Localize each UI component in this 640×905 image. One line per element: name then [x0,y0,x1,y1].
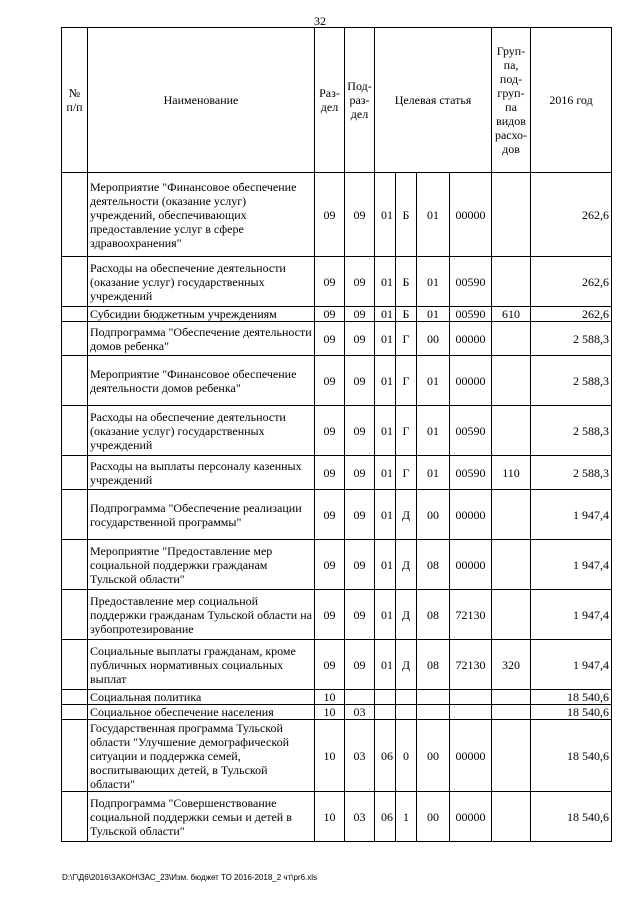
cell-target-3: 08 [417,640,450,690]
table-row [62,456,612,490]
cell-sum-2016: 2 588,3 [531,456,612,490]
cell-target-2: Д [396,640,417,690]
cell-target-2: Г [396,356,417,406]
cell-target-1: 01 [375,406,396,456]
cell-subsection: 09 [345,322,375,356]
cell-name: Субсидии бюджетным учреждениям [88,307,315,322]
cell-subsection: 09 [345,456,375,490]
cell-section: 10 [315,792,345,842]
cell-target-4: 00000 [450,792,492,842]
cell-target-4: 00590 [450,307,492,322]
cell-num [62,690,88,705]
table-row [62,322,612,356]
cell-sum-2016: 2 588,3 [531,406,612,456]
cell-expense-group [492,356,531,406]
file-path-footer: D:\Г\Д6\2016\ЗАКОН\ЗАС_23\Изм. бюджет ТО 2016-2018_2 чт\pr6.xls [62,873,318,882]
cell-section: 09 [315,257,345,307]
cell-expense-group [492,720,531,792]
header-name: Наименование [88,28,315,173]
budget-table [61,27,612,842]
cell-name: Мероприятие "Финансовое обеспечение деятельности домов ребенка" [88,356,315,406]
table-row [62,490,612,540]
cell-target-1: 01 [375,173,396,257]
cell-target-4: 72130 [450,640,492,690]
cell-sum-2016: 262,6 [531,257,612,307]
cell-expense-group [492,540,531,590]
cell-num [62,257,88,307]
header-expense-group: Груп-па, под-груп-па видов расхо-дов [492,28,531,173]
cell-target-3: 01 [417,456,450,490]
cell-num [62,540,88,590]
cell-target-2 [396,690,417,705]
cell-target-1: 01 [375,356,396,406]
cell-target-1: 06 [375,720,396,792]
cell-sum-2016: 2 588,3 [531,322,612,356]
cell-subsection [345,690,375,705]
table-row [62,540,612,590]
cell-expense-group [492,173,531,257]
table-row [62,406,612,456]
cell-target-3: 01 [417,356,450,406]
cell-target-4: 00000 [450,720,492,792]
cell-expense-group [492,705,531,720]
cell-section: 09 [315,540,345,590]
cell-name: Предоставление мер социальной поддержки гражданам Тульской области на зубопротезирование [88,590,315,640]
cell-expense-group: 320 [492,640,531,690]
cell-target-2: Г [396,322,417,356]
cell-section: 09 [315,490,345,540]
cell-expense-group [492,406,531,456]
cell-target-1: 01 [375,640,396,690]
cell-subsection: 09 [345,257,375,307]
cell-num [62,792,88,842]
cell-expense-group [492,257,531,307]
cell-sum-2016: 1 947,4 [531,640,612,690]
cell-name: Мероприятие "Финансовое обеспечение деятельности (оказание услуг) учреждений, обеспечивающих предоставление услуг в сфере здравоохранения" [88,173,315,257]
cell-subsection: 09 [345,490,375,540]
cell-target-2: 1 [396,792,417,842]
cell-section: 09 [315,356,345,406]
cell-target-3 [417,690,450,705]
table-row [62,720,612,792]
cell-target-1: 01 [375,257,396,307]
table-row [62,590,612,640]
cell-target-1 [375,705,396,720]
cell-target-4: 00000 [450,356,492,406]
cell-target-1: 01 [375,540,396,590]
cell-target-2: Д [396,590,417,640]
cell-sum-2016: 1 947,4 [531,540,612,590]
cell-expense-group: 610 [492,307,531,322]
cell-sum-2016: 18 540,6 [531,720,612,792]
header-row [62,28,612,173]
header-section: Раз-дел [315,28,345,173]
header-num: № п/п [62,28,88,173]
cell-sum-2016: 2 588,3 [531,356,612,406]
cell-target-2: Б [396,257,417,307]
cell-subsection: 09 [345,173,375,257]
cell-target-3: 00 [417,490,450,540]
cell-target-2: 0 [396,720,417,792]
cell-target-3: 01 [417,173,450,257]
cell-target-2: Б [396,307,417,322]
cell-target-3: 00 [417,322,450,356]
header-subsection: Под-раз-дел [345,28,375,173]
cell-target-1: 01 [375,590,396,640]
cell-section: 09 [315,173,345,257]
cell-expense-group: 110 [492,456,531,490]
cell-name: Социальная политика [88,690,315,705]
cell-section: 09 [315,406,345,456]
cell-subsection: 03 [345,705,375,720]
cell-section: 09 [315,322,345,356]
cell-name: Мероприятие "Предоставление мер социальной поддержки гражданам Тульской области" [88,540,315,590]
cell-name: Расходы на выплаты персоналу казенных учреждений [88,456,315,490]
cell-num [62,356,88,406]
cell-target-4: 00590 [450,257,492,307]
cell-name: Расходы на обеспечение деятельности (оказание услуг) государственных учреждений [88,406,315,456]
cell-section: 09 [315,640,345,690]
cell-num [62,406,88,456]
cell-target-2 [396,705,417,720]
cell-sum-2016: 1 947,4 [531,490,612,540]
cell-section: 09 [315,590,345,640]
cell-section: 10 [315,705,345,720]
table-row [62,690,612,705]
cell-sum-2016: 18 540,6 [531,690,612,705]
table-row [62,705,612,720]
cell-subsection: 09 [345,406,375,456]
cell-expense-group [492,490,531,540]
cell-target-1: 06 [375,792,396,842]
table-row [62,640,612,690]
cell-target-2: Б [396,173,417,257]
cell-target-1: 01 [375,456,396,490]
cell-expense-group [492,792,531,842]
cell-sum-2016: 18 540,6 [531,792,612,842]
cell-target-4: 00000 [450,490,492,540]
cell-name: Подпрограмма "Обеспечение деятельности домов ребенка" [88,322,315,356]
cell-num [62,173,88,257]
header-year-2016: 2016 год [531,28,612,173]
cell-sum-2016: 1 947,4 [531,590,612,640]
cell-target-1: 01 [375,322,396,356]
cell-expense-group [492,690,531,705]
cell-num [62,590,88,640]
cell-sum-2016: 262,6 [531,307,612,322]
cell-expense-group [492,322,531,356]
cell-sum-2016: 262,6 [531,173,612,257]
cell-subsection: 03 [345,720,375,792]
cell-target-4: 00590 [450,406,492,456]
cell-subsection: 09 [345,640,375,690]
table-row [62,257,612,307]
cell-target-3: 08 [417,590,450,640]
cell-name: Расходы на обеспечение деятельности (оказание услуг) государственных учреждений [88,257,315,307]
table-row [62,792,612,842]
cell-name: Социальное обеспечение населения [88,705,315,720]
cell-subsection: 09 [345,307,375,322]
cell-subsection: 09 [345,540,375,590]
cell-target-4 [450,705,492,720]
cell-target-1: 01 [375,490,396,540]
table-row [62,173,612,257]
cell-target-4: 72130 [450,590,492,640]
cell-target-3: 01 [417,307,450,322]
cell-num [62,456,88,490]
cell-num [62,307,88,322]
cell-target-3: 00 [417,792,450,842]
cell-target-3: 01 [417,257,450,307]
cell-subsection: 03 [345,792,375,842]
cell-num [62,490,88,540]
cell-target-1: 01 [375,307,396,322]
cell-section: 09 [315,307,345,322]
cell-target-3: 01 [417,406,450,456]
table-row [62,356,612,406]
cell-target-4: 00000 [450,173,492,257]
cell-target-2: Г [396,406,417,456]
cell-section: 09 [315,456,345,490]
page-number: 32 [314,14,326,28]
cell-target-4: 00590 [450,456,492,490]
cell-name: Подпрограмма "Совершенствование социальной поддержки семьи и детей в Тульской области" [88,792,315,842]
cell-target-3: 08 [417,540,450,590]
cell-subsection: 09 [345,356,375,406]
cell-num [62,322,88,356]
cell-target-2: Д [396,540,417,590]
cell-expense-group [492,590,531,640]
cell-num [62,640,88,690]
cell-target-1 [375,690,396,705]
cell-target-3 [417,705,450,720]
cell-target-4: 00000 [450,322,492,356]
cell-num [62,705,88,720]
cell-target-4: 00000 [450,540,492,590]
header-target-article: Целевая статья [375,28,492,173]
cell-section: 10 [315,720,345,792]
cell-target-2: Д [396,490,417,540]
cell-target-4 [450,690,492,705]
cell-subsection: 09 [345,590,375,640]
cell-num [62,720,88,792]
cell-section: 10 [315,690,345,705]
cell-target-2: Г [396,456,417,490]
table-row [62,307,612,322]
cell-name: Подпрограмма "Обеспечение реализации государственной программы" [88,490,315,540]
cell-target-3: 00 [417,720,450,792]
cell-name: Государственная программа Тульской области "Улучшение демографической ситуации и поддержка семей, воспитывающих детей, в Тульской области" [88,720,315,792]
cell-name: Социальные выплаты гражданам, кроме публичных нормативных социальных выплат [88,640,315,690]
cell-sum-2016: 18 540,6 [531,705,612,720]
